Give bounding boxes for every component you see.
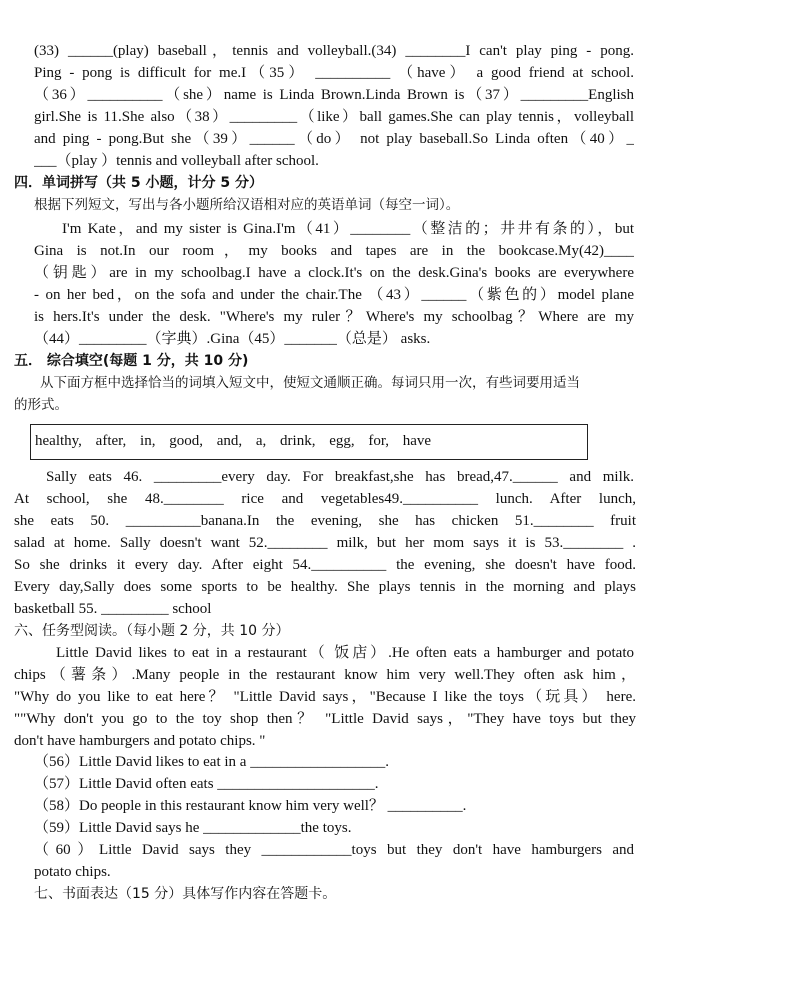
section-instruction: 根据下列短文，写出与各小题所给汉语相对应的英语单词（每空一词）。 — [34, 197, 460, 213]
question-item: potato chips. — [34, 864, 111, 880]
section-heading: 六、任务型阅读。（每小题 2 分，共 10 分） — [14, 623, 290, 639]
text-line: and ping - pong.But she（39）______（do） not play baseball.So Linda often（40）_ — [34, 131, 634, 147]
section-heading: 五． 综合填空(每题 1 分，共 10 分) — [14, 353, 249, 369]
question-item: （58）Do people in this restaurant know him very well？ __________. — [34, 798, 467, 814]
question-item: （57）Little David often eats _____________________. — [34, 776, 379, 792]
text-line: "Why do you like to eat here？ "Little David says，"Because I like the toys（玩具） here. — [14, 689, 636, 705]
text-line: (33) ______(play) baseball，tennis and volleyball.(34) ________I can't play ping - pong. — [34, 43, 634, 59]
text-line: salad at home. Sally doesn't want 52.________ milk, but her mom says it is 53.________ . — [14, 535, 636, 551]
text-line: is hers.It's under the desk. "Where's my ruler？Where's my schoolbag？Where are my — [34, 309, 634, 325]
question-item: （56）Little David likes to eat in a __________________. — [34, 754, 389, 770]
text-line: （钥匙）are in my schoolbag.I have a clock.It's on the desk.Gina's books are everywhere — [34, 265, 634, 281]
section-heading: 四．单词拼写（共 5 小题，计分 5 分） — [14, 175, 263, 191]
text-line: she eats 50. __________banana.In the evening, she has chicken 51.________ fruit — [14, 513, 636, 529]
text-line: So she drinks it every day. After eight 54.__________ the evening, she doesn't have food. — [14, 557, 636, 573]
question-item: （59）Little David says he _____________the toys. — [34, 820, 352, 836]
text-line: chips（薯条）.Many people in the restaurant know him very well.They often ask him， — [14, 667, 636, 683]
text-line: Sally eats 46. _________every day. For breakfast,she has bread,47.______ and milk. — [46, 469, 634, 485]
text-line: （44）_________（字典）.Gina（45）_______（总是） asks. — [34, 331, 431, 347]
section-heading: 七、书面表达（15 分）具体写作内容在答题卡。 — [34, 886, 337, 902]
text-line: girl.She is 11.She also（38）_________（like）ball games.She can play tennis，volleyball — [34, 109, 634, 125]
text-line: ""Why don't you go to the toy shop then？ "Little David says，"They have toys but they — [14, 711, 636, 727]
text-line: （36）__________（she）name is Linda Brown.Linda Brown is（37）_________English — [34, 87, 634, 103]
question-item: （60）Little David says they ____________toys but they don't have hamburgers and — [34, 842, 634, 858]
text-line: don't have hamburgers and potato chips. " — [14, 733, 266, 749]
text-line: basketball 55. _________ school — [14, 601, 212, 617]
text-line: At school, she 48.________ rice and vegetables49.__________ lunch. After lunch, — [14, 491, 636, 507]
word-bank-box — [30, 424, 588, 460]
text-line: Little David likes to eat in a restaurant（ 饭店）.He often eats a hamburger and potato — [56, 645, 634, 661]
text-line: ___（play ）tennis and volleyball after school. — [34, 153, 319, 169]
text-line: Ping - pong is difficult for me.I（35） __________ （have） a good friend at school. — [34, 65, 634, 81]
section-instruction: 从下面方框中选择恰当的词填入短文中，使短文通顺正确。每词只用一次，有些词要用适当 — [40, 375, 580, 391]
text-line: - on her bed，on the sofa and under the chair.The （43）______（紫色的）model plane — [34, 287, 634, 303]
text-line: I'm Kate，and my sister is Gina.I'm（41）________（整洁的；井井有条的），but — [62, 221, 634, 237]
text-line: Gina is not.In our room，my books and tapes are in the bookcase.My(42)____ — [34, 243, 634, 259]
text-line: Every day,Sally does some sports to be healthy. She plays tennis in the morning and plays — [14, 579, 636, 595]
word-bank: healthy, after, in, good, and, a, drink, egg, for, have — [35, 433, 432, 449]
section-instruction: 的形式。 — [14, 397, 68, 413]
